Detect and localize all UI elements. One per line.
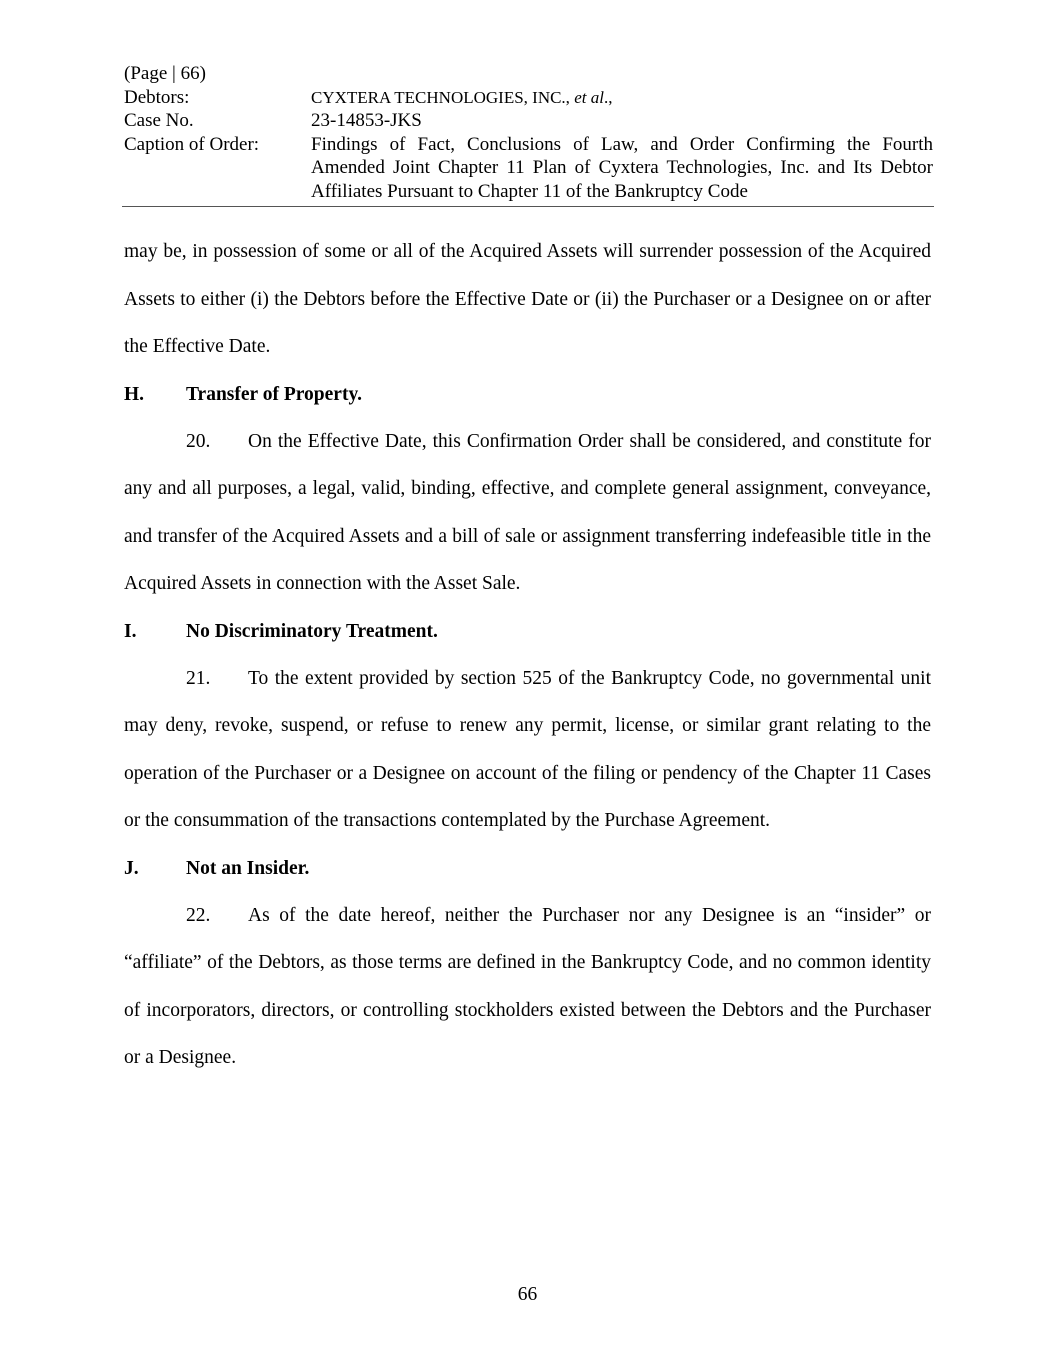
paragraph-text: To the extent provided by section 525 of the Bankruptcy Code, no governmental unit may deny, revoke, suspend, or refuse to renew any permit, license, or similar grant relating to the operation of the Purchaser or a Designee on account of the filing or pendency of the Chapter 11 Cases or the consummation of the transactions contemplated by the Purchase Agreement. bbox=[124, 667, 931, 831]
debtors-suffix: ., bbox=[603, 87, 613, 107]
caption-label: Caption of Order: bbox=[124, 133, 260, 155]
section-heading bbox=[124, 608, 931, 655]
section-letter: H. bbox=[124, 383, 145, 405]
paragraph-number: 20. bbox=[186, 430, 211, 452]
paragraph-text: As of the date hereof, neither the Purchaser nor any Designee is an “insider” or “affiliate” of the Debtors, as those terms are defined in the Bankruptcy Code, and no common identity of incorporators, directors, or controlling stockholders existed between the Debtors and the Purchaser or a Designee. bbox=[124, 904, 931, 1068]
section-title: Not an Insider. bbox=[186, 857, 310, 879]
document-body bbox=[124, 228, 931, 1082]
section-letter: I. bbox=[124, 620, 137, 642]
page-number-footer: 66 bbox=[517, 1284, 538, 1305]
section-title: No Discriminatory Treatment. bbox=[186, 620, 438, 642]
caption-value: Findings of Fact, Conclusions of Law, and Order Confirming the Fourth Amended Joint Chapter 11 Plan of Cyxtera Technologies, Inc. and Its Debtor Affiliates Pursuant to Chapter 11 of the Bankruptcy Code bbox=[311, 133, 933, 202]
case-number-label: Case No. bbox=[124, 110, 194, 131]
paragraph-number: 21. bbox=[186, 667, 211, 689]
header-divider bbox=[122, 206, 934, 207]
section-j bbox=[124, 845, 931, 1082]
section-h bbox=[124, 371, 931, 608]
debtors-value bbox=[311, 86, 933, 110]
page-reference: (Page | 66) bbox=[124, 63, 206, 84]
caption-row bbox=[124, 133, 933, 204]
numbered-paragraph bbox=[124, 892, 931, 1082]
case-number-row bbox=[124, 109, 933, 133]
section-letter: J. bbox=[124, 857, 139, 879]
page-reference-row bbox=[124, 62, 933, 86]
continuation-paragraph: may be, in possession of some or all of the Acquired Assets will surrender possession of the Acquired Assets to either (i) the Debtors before the Effective Date or (ii) the Purchaser or a Designee on or after the Effective Date. bbox=[124, 241, 931, 357]
debtors-row bbox=[124, 86, 933, 110]
numbered-paragraph bbox=[124, 655, 931, 845]
section-title: Transfer of Property. bbox=[186, 383, 363, 405]
paragraph-text: On the Effective Date, this Confirmation Order shall be considered, and constitute for any and all purposes, a legal, valid, binding, effective, and complete general assignment, conveyance, and transfer of the Acquired Assets and a bill of sale or assignment transferring indefeasible title in the Acquired Assets in connection with the Asset Sale. bbox=[124, 430, 931, 594]
paragraph-number: 22. bbox=[186, 904, 211, 926]
case-number-value: 23-14853-JKS bbox=[311, 110, 422, 131]
page-header bbox=[124, 62, 933, 203]
section-heading bbox=[124, 845, 931, 892]
debtors-label: Debtors: bbox=[124, 86, 190, 108]
debtors-name: CYXTERA TECHNOLOGIES, INC., bbox=[311, 87, 570, 107]
section-heading bbox=[124, 371, 931, 418]
numbered-paragraph bbox=[124, 418, 931, 608]
debtors-et-al: et al bbox=[574, 87, 604, 107]
section-i bbox=[124, 608, 931, 845]
